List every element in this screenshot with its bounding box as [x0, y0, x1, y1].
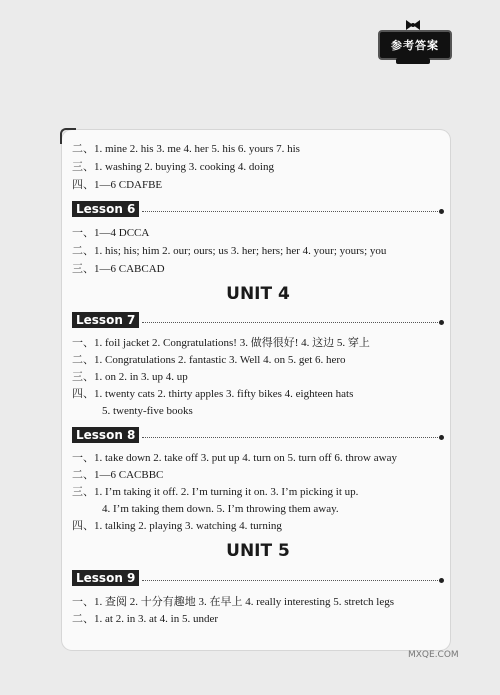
- answer-line: 5. twenty-five books: [102, 405, 193, 417]
- answer-line: 三、1. I’m taking it off. 2. I’m turning it on. 3. I’m picking it up.: [72, 486, 359, 498]
- answer-line: 一、1. 查阅 2. 十分有趣地 3. 在早上 4. really interesting 5. stretch legs: [72, 596, 395, 608]
- answer-line: 三、1—6 CABCAD: [72, 263, 165, 275]
- answer-line: 二、1. mine 2. his 3. me 4. her 5. his 6. yours 7. his: [72, 143, 300, 155]
- lesson-header: [72, 570, 444, 586]
- lesson-header: [72, 427, 444, 443]
- answer-line: 三、1. on 2. in 3. up 4. up: [72, 371, 188, 383]
- answer-line: 4. I’m taking them down. 5. I’m throwing them away.: [102, 503, 339, 515]
- bow-icon: [406, 20, 420, 30]
- answer-line: 二、1. at 2. in 3. at 4. in 5. under: [72, 613, 219, 625]
- rule-end-dot: [439, 320, 444, 325]
- rule-end-dot: [439, 209, 444, 214]
- dotted-rule: [142, 437, 440, 438]
- answer-line: 二、1. Congratulations 2. fantastic 3. Well 4. on 5. get 6. hero: [72, 354, 346, 366]
- badge-label: 参考答案: [378, 30, 452, 60]
- lesson-header: [72, 312, 444, 328]
- badge-stand: [396, 58, 430, 64]
- lesson-title: Lesson 9: [72, 570, 139, 586]
- rule-end-dot: [439, 578, 444, 583]
- watermark: MXQE.COM: [408, 650, 459, 660]
- answer-line: 一、1. foil jacket 2. Congratulations! 3. 做得很好! 4. 这边 5. 穿上: [72, 337, 370, 349]
- answer-line: 一、1—4 DCCA: [72, 227, 150, 239]
- unit-title: UNIT 4: [226, 284, 290, 304]
- lesson-title: Lesson 8: [72, 427, 139, 443]
- lesson-title: Lesson 7: [72, 312, 139, 328]
- unit-title: UNIT 5: [226, 541, 290, 561]
- dotted-rule: [142, 322, 440, 323]
- answer-line: 四、1. talking 2. playing 3. watching 4. turning: [72, 520, 282, 532]
- lesson-header: [72, 201, 444, 217]
- answer-line: 四、1—6 CDAFBE: [72, 179, 163, 191]
- answer-line: 一、1. take down 2. take off 3. put up 4. turn on 5. turn off 6. throw away: [72, 452, 397, 464]
- answer-line: 四、1. twenty cats 2. thirty apples 3. fifty bikes 4. eighteen hats: [72, 388, 354, 400]
- dotted-rule: [142, 211, 440, 212]
- rule-end-dot: [439, 435, 444, 440]
- lesson-title: Lesson 6: [72, 201, 139, 217]
- answer-line: 二、1—6 CACBBC: [72, 469, 164, 481]
- answer-key-badge: [372, 18, 454, 68]
- answer-line: 二、1. his; his; him 2. our; ours; us 3. her; hers; her 4. your; yours; you: [72, 245, 387, 257]
- dotted-rule: [142, 580, 440, 581]
- answer-line: 三、1. washing 2. buying 3. cooking 4. doing: [72, 161, 274, 173]
